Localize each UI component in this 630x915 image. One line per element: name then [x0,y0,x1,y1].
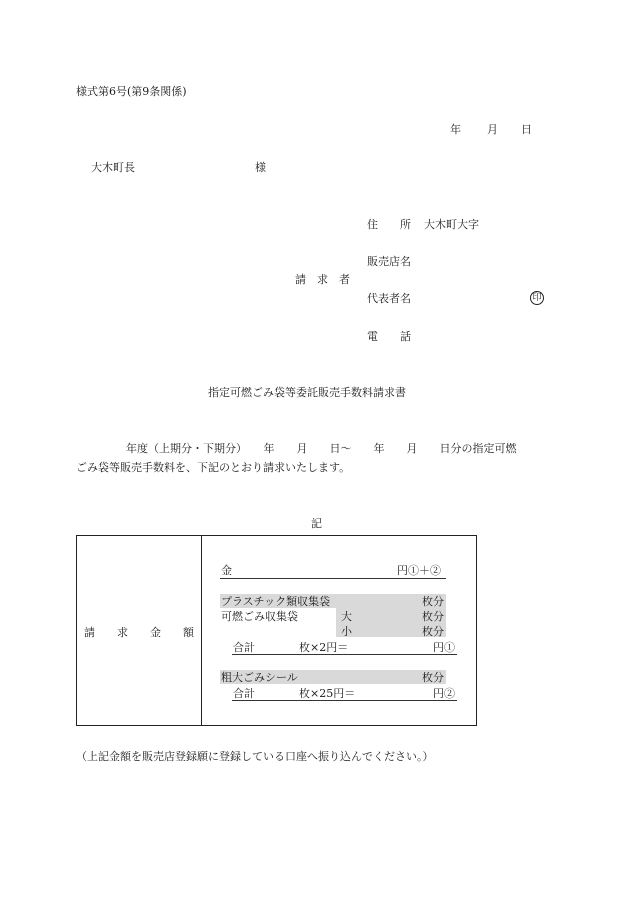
address-value: 大木町大字 [424,218,479,231]
total-underline [220,578,446,579]
total-right: 円①＋② [397,564,441,577]
addressee-name: 大木町長 [91,161,135,174]
subtotal1-underline [232,654,457,655]
requester-label: 請 求 者 [295,273,350,286]
subtotal1-label: 合計 [233,641,255,654]
burnable-small-unit: 枚分 [422,625,444,638]
amount-row-label: 請 求 金 額 [84,626,194,639]
address-label: 住 所 [367,218,411,231]
burnable-large-unit: 枚分 [422,610,444,623]
burnable-large: 大 [341,610,352,623]
table-divider [201,536,202,725]
document-title: 指定可燃ごみ袋等委託販売手数料請求書 [208,386,406,399]
store-name-label: 販売店名 [367,255,411,268]
subtotal2-underline [232,700,457,701]
bulky-unit: 枚分 [422,671,444,684]
plastic-label: プラスチック類収集袋 [221,595,331,608]
date-day: 日 [521,123,532,136]
body-line-1: 年度（上期分・下期分） 年 月 日～ 年 月 日分の指定可燃 [126,442,517,455]
ki-marker: 記 [311,517,322,530]
amount-table [76,535,477,726]
burnable-label: 可燃ごみ収集袋 [221,610,298,623]
seal-icon: 印 [530,291,544,305]
representative-label: 代表者名 [367,292,411,305]
plastic-unit: 枚分 [422,595,444,608]
bulky-label: 粗大ごみシール [221,671,298,684]
subtotal2-unit: 円② [433,687,455,700]
addressee-honorific: 様 [255,161,266,174]
date-month: 月 [487,123,498,136]
burnable-small: 小 [341,625,352,638]
subtotal1-calc: 枚×2円＝ [299,641,349,654]
total-left: 金 [221,564,232,577]
phone-label: 電 話 [367,330,411,343]
subtotal2-calc: 枚×25円＝ [299,687,356,700]
body-line-2: ごみ袋等販売手数料を、下記のとおり請求いたします。 [76,461,351,474]
subtotal2-label: 合計 [233,687,255,700]
form-number: 様式第6号(第9条関係) [76,85,187,98]
subtotal1-unit: 円① [433,641,455,654]
footnote: （上記金額を販売店登録願に登録している口座へ振り込んでください。） [76,750,434,763]
date-year: 年 [450,123,461,136]
